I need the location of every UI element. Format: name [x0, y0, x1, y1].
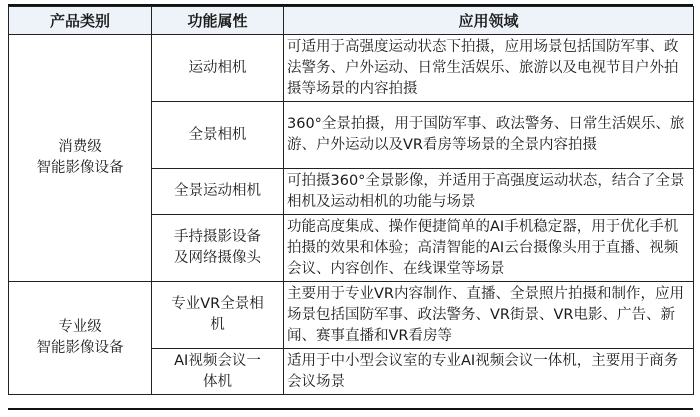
attr-cell: [152, 215, 284, 282]
attr-line: 体机: [203, 373, 232, 390]
desc-cell: 功能高度集成、操作便捷简单的AI手机稳定器，用于优化手机拍摄的效果和体验；高清智能的AI云台摄像头用于直播、视频会议、内容创作、在线课堂等场景: [284, 215, 694, 282]
category-label-professional-line2: 智能影像设备: [36, 340, 124, 356]
attr-cell: 运动相机: [152, 35, 284, 102]
desc-cell: 可拍摄360°全景影像，并适用于高强度运动状态，结合了全景相机及运动相机的功能与场景: [284, 169, 694, 215]
category-cell-consumer: [9, 35, 152, 282]
attr-cell: 全景相机: [152, 102, 284, 169]
attr-line: 专业VR全景相: [171, 296, 264, 312]
table-bottom-rule: [8, 408, 693, 410]
category-label-professional-line1: 专业级: [58, 319, 102, 335]
header-function-attribute: 功能属性: [152, 7, 284, 35]
desc-cell: 可适用于高强度运动状态下拍摄，应用场景包括国防军事、政法警务、户外运动、日常生活娱乐、旅游以及电视节目户外拍摄等场景的内容拍摄: [284, 35, 694, 102]
product-application-table: [8, 6, 694, 395]
desc-cell: 主要用于专业VR内容制作、直播、全景照片拍摄和制作，应用场景包括国防军事、政法警务、VR街景、VR电影、广告、新闻、赛事直播和VR看房等: [284, 282, 694, 349]
header-product-category: 产品类别: [9, 7, 152, 35]
category-cell-professional: [9, 282, 152, 395]
attr-cell: [152, 349, 284, 395]
attr-line: 机: [210, 317, 225, 333]
category-label-consumer-line1: 消费级: [58, 139, 102, 155]
table-header-row: [9, 7, 694, 35]
category-label-consumer-line2: 智能影像设备: [36, 160, 124, 176]
attr-line: 手持摄影设备: [174, 229, 261, 245]
table-row: [9, 282, 694, 349]
attr-cell: 全景运动相机: [152, 169, 284, 215]
desc-cell: 适用于中小型会议室的专业AI视频会议一体机，主要用于商务会议场景: [284, 349, 694, 395]
attr-line: 及网络摄像头: [174, 250, 261, 266]
attr-line: AI视频会议一: [174, 352, 261, 369]
header-application-field: 应用领域: [284, 7, 694, 35]
attr-cell: [152, 282, 284, 349]
desc-cell: 360°全景拍摄，用于国防军事、政法警务、日常生活娱乐、旅游、户外运动以及VR看房等场景的全景内容拍摄: [284, 102, 694, 169]
table-row: [9, 35, 694, 102]
